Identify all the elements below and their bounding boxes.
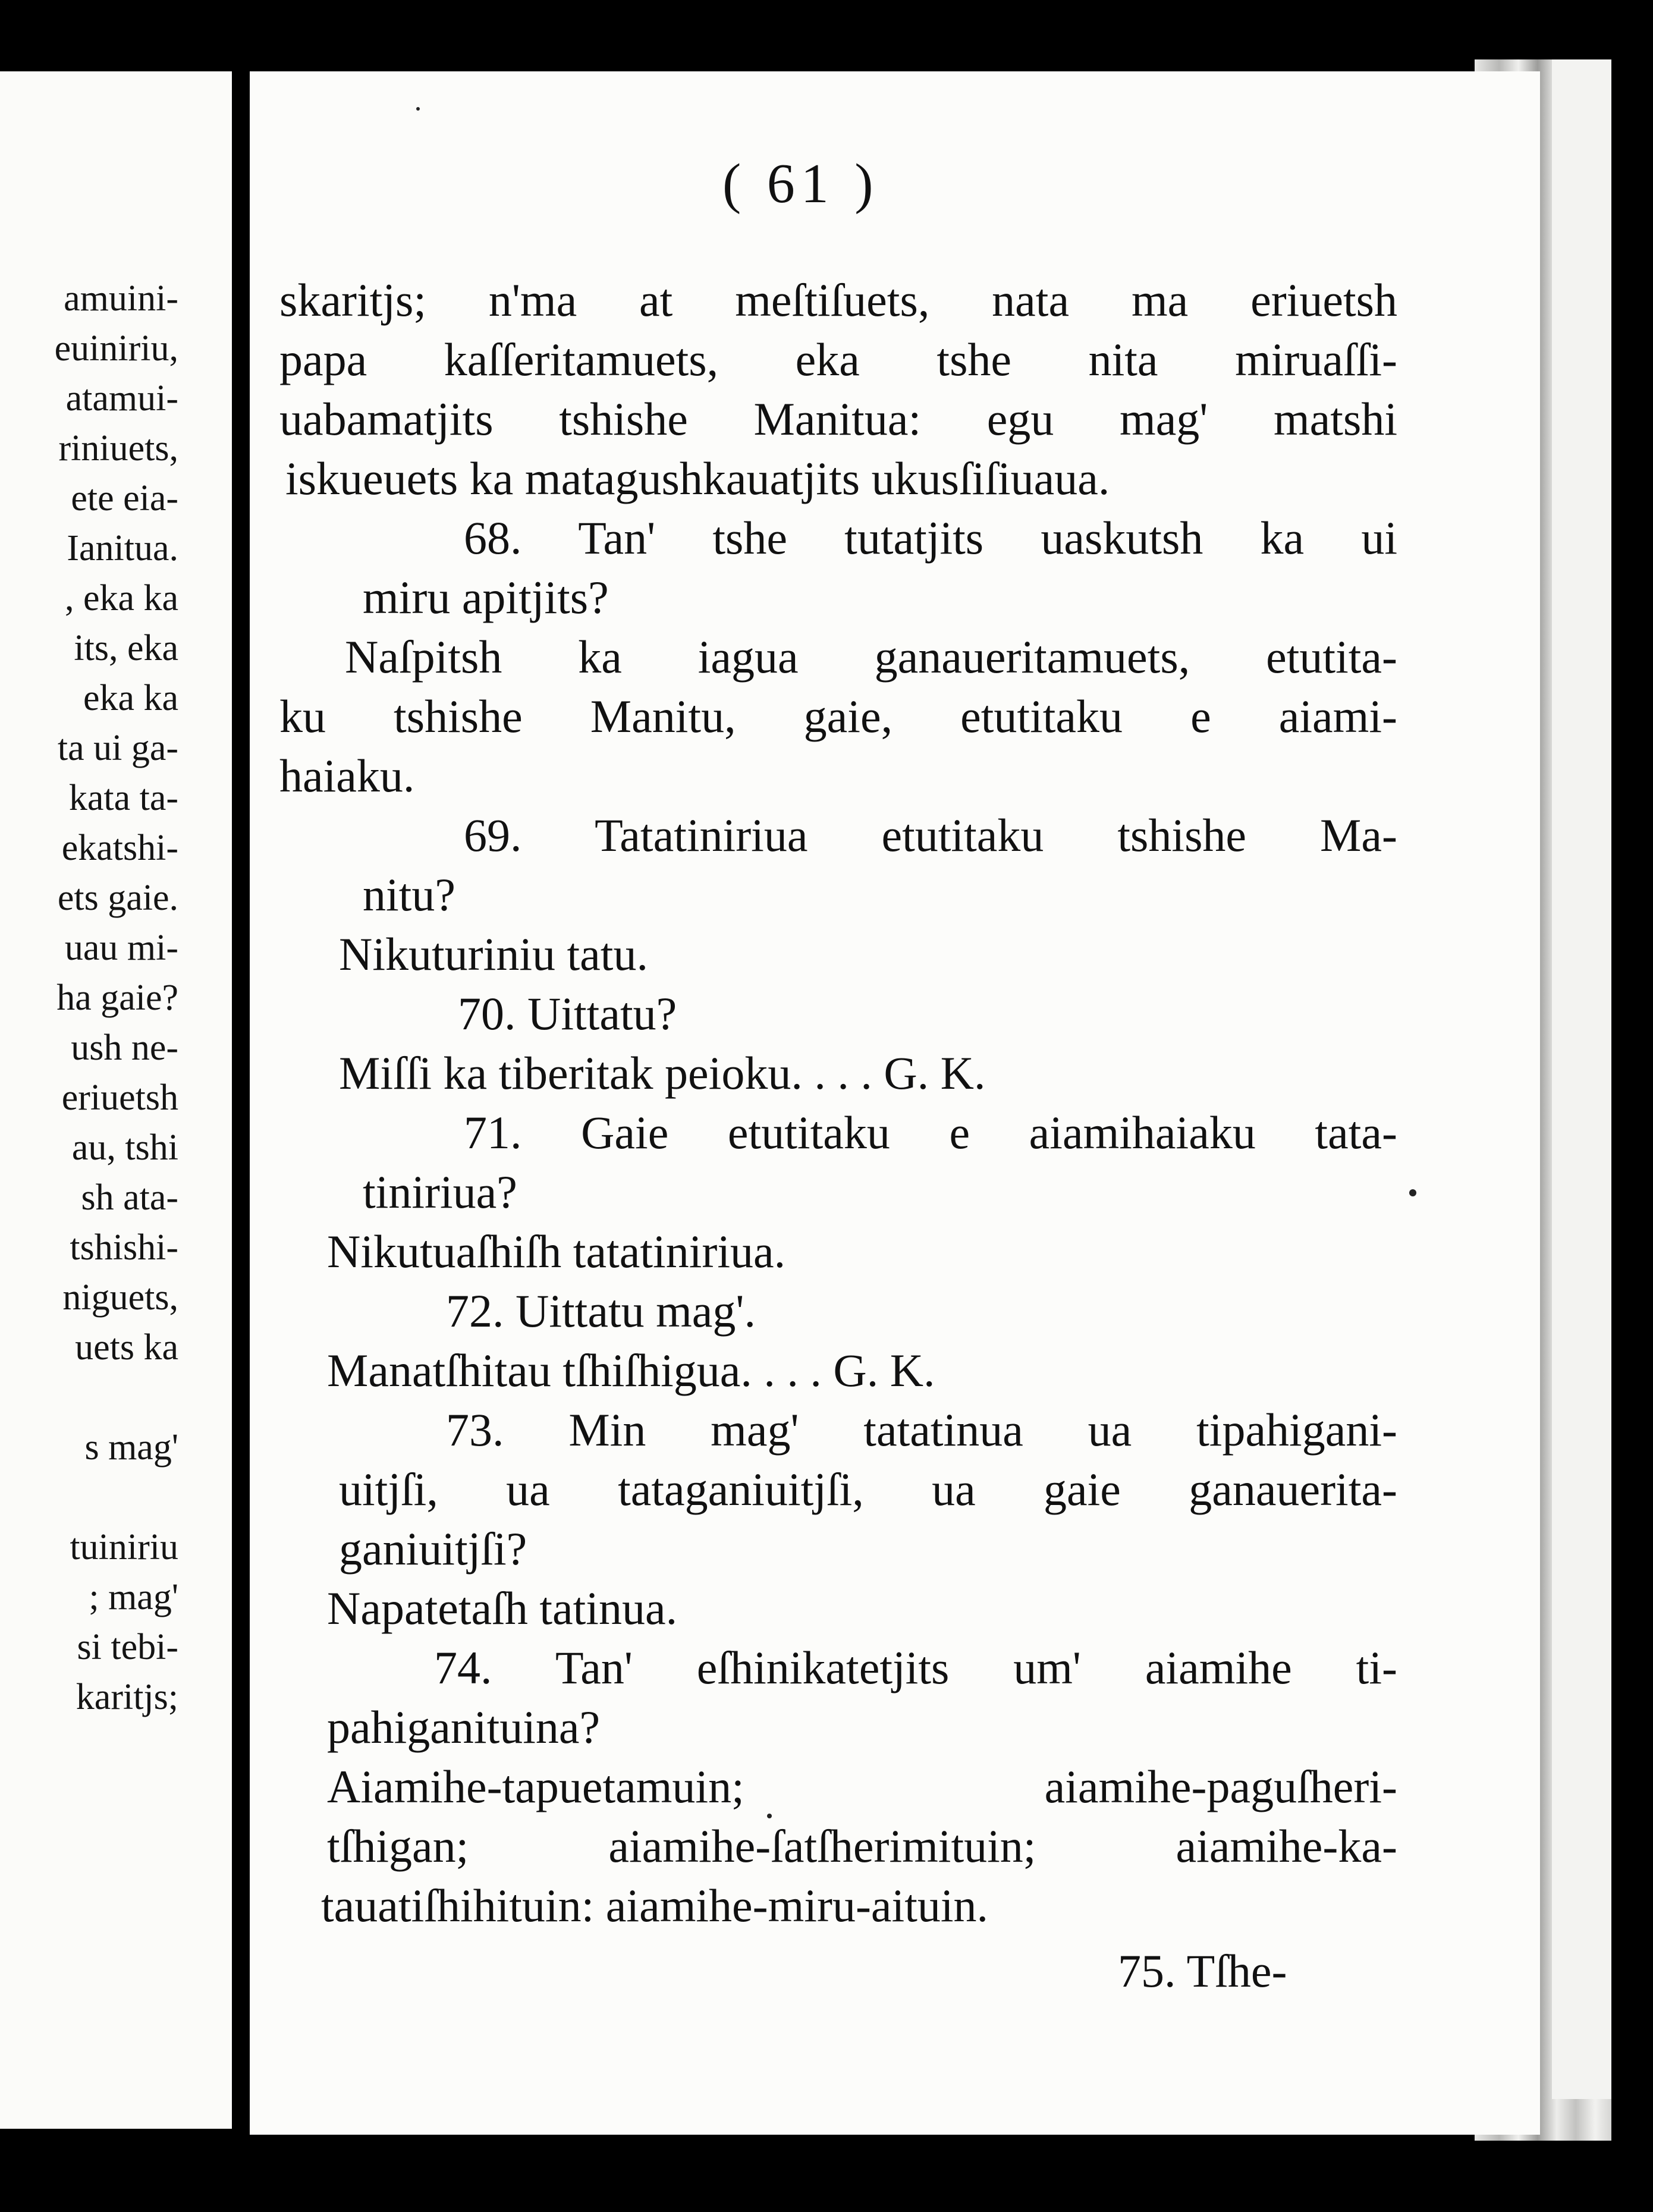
answer-line: Miſſi ka tiberitak peioku. . . . G. K.	[339, 1047, 986, 1099]
text-line: tſhigan; aiamihe-ſatſherimituin; aiamihe-ka-	[327, 1820, 1397, 1872]
left-line: atamui-	[65, 378, 178, 419]
left-line: , eka ka	[64, 578, 178, 618]
text-line: uabamatjits tshishe Manitua: egu mag' matshi	[279, 393, 1397, 445]
left-line: tuiniriu	[70, 1527, 178, 1567]
question-line: 70. Uittatu?	[458, 988, 677, 1039]
question-line: 74. Tan' eſhinikatetjits um' aiamihe ti-	[434, 1642, 1397, 1693]
answer-line: Nikutuaſhiſh tatatiniriua.	[327, 1226, 786, 1277]
left-line: au, tshi	[71, 1127, 178, 1168]
left-line: riniuets,	[58, 428, 178, 469]
left-line: Ianitua.	[67, 528, 178, 568]
ink-speck	[767, 1814, 772, 1818]
left-line: ets gaie.	[57, 878, 178, 918]
page-edge-outer	[1552, 59, 1611, 2099]
text-line: tauatiſhihituin: aiamihe-miru-aituin.	[321, 1880, 989, 1931]
ink-speck	[416, 107, 420, 111]
question-line: 73. Min mag' tatatinua ua tipahigani-	[446, 1404, 1397, 1456]
left-line: si tebi-	[77, 1627, 178, 1667]
left-facing-page	[0, 71, 232, 2129]
left-page-text	[55, 274, 178, 1722]
left-line: tshishi-	[70, 1227, 178, 1268]
page-number: ( 61 )	[722, 153, 879, 215]
text-line: pahiganituina?	[327, 1701, 601, 1753]
left-line: ete eia-	[71, 478, 178, 519]
catchword: 75. Tſhe-	[1118, 1945, 1287, 1997]
text-line: ku tshishe Manitu, gaie, etutitaku e aiami-	[279, 690, 1397, 742]
question-line: 69. Tatatiniriua etutitaku tshishe Ma-	[464, 809, 1397, 861]
left-line: kata ta-	[68, 778, 178, 818]
left-line	[55, 1372, 178, 1422]
left-line: ha gaie?	[56, 978, 178, 1018]
left-line: its, eka	[74, 628, 178, 668]
text-line: ganiuitjſi?	[339, 1523, 527, 1575]
question-line: 68. Tan' tshe tutatjits uaskutsh ka ui	[464, 512, 1397, 564]
text-line: skaritjs; n'ma at meſtiſuets, nata ma eriuetsh	[279, 274, 1397, 326]
text-line: papa kaſſeritamuets, eka tshe nita miruaſſi-	[279, 334, 1397, 385]
left-line	[55, 1472, 178, 1522]
text-line: miru apitjits?	[363, 571, 609, 623]
left-line: ta ui ga-	[57, 728, 178, 768]
question-line: 71. Gaie etutitaku e aiamihaiaku tata-	[464, 1107, 1397, 1158]
left-line: amuini-	[64, 278, 178, 319]
question-line: 72. Uittatu mag'.	[446, 1285, 756, 1337]
left-line: ; mag'	[89, 1577, 178, 1617]
ink-speck	[1409, 1189, 1416, 1196]
left-line: uets ka	[75, 1327, 178, 1368]
answer-line: Manatſhitau tſhiſhigua. . . . G. K.	[327, 1344, 935, 1396]
left-line: euiniriu,	[54, 328, 178, 369]
left-line: niguets,	[62, 1277, 178, 1318]
answer-line: Nikuturiniu tatu.	[339, 928, 648, 980]
text-line: tiniriua?	[363, 1166, 517, 1218]
left-line: karitjs;	[76, 1677, 178, 1717]
left-line: sh ata-	[81, 1177, 178, 1218]
answer-line: Napatetaſh tatinua.	[327, 1582, 678, 1634]
text-line: iskueuets ka matagushkauatjits ukusſiſiuaua.	[285, 453, 1110, 504]
left-line: ush ne-	[71, 1028, 178, 1068]
left-line: eka ka	[83, 678, 178, 718]
left-line: ekatshi-	[61, 828, 178, 868]
answer-line: Naſpitsh ka iagua ganaueritamuets, etutita-	[345, 631, 1397, 683]
left-line: uau mi-	[64, 928, 178, 968]
left-line: eriuetsh	[61, 1077, 178, 1118]
text-line: uitjſi, ua tataganiuitjſi, ua gaie ganauerita-	[339, 1463, 1397, 1515]
answer-line: Aiamihe-tapuetamuin; aiamihe-paguſheri-	[327, 1761, 1397, 1812]
text-line: nitu?	[363, 869, 455, 920]
text-line: haiaku.	[279, 750, 415, 802]
left-line: s mag'	[84, 1427, 178, 1468]
